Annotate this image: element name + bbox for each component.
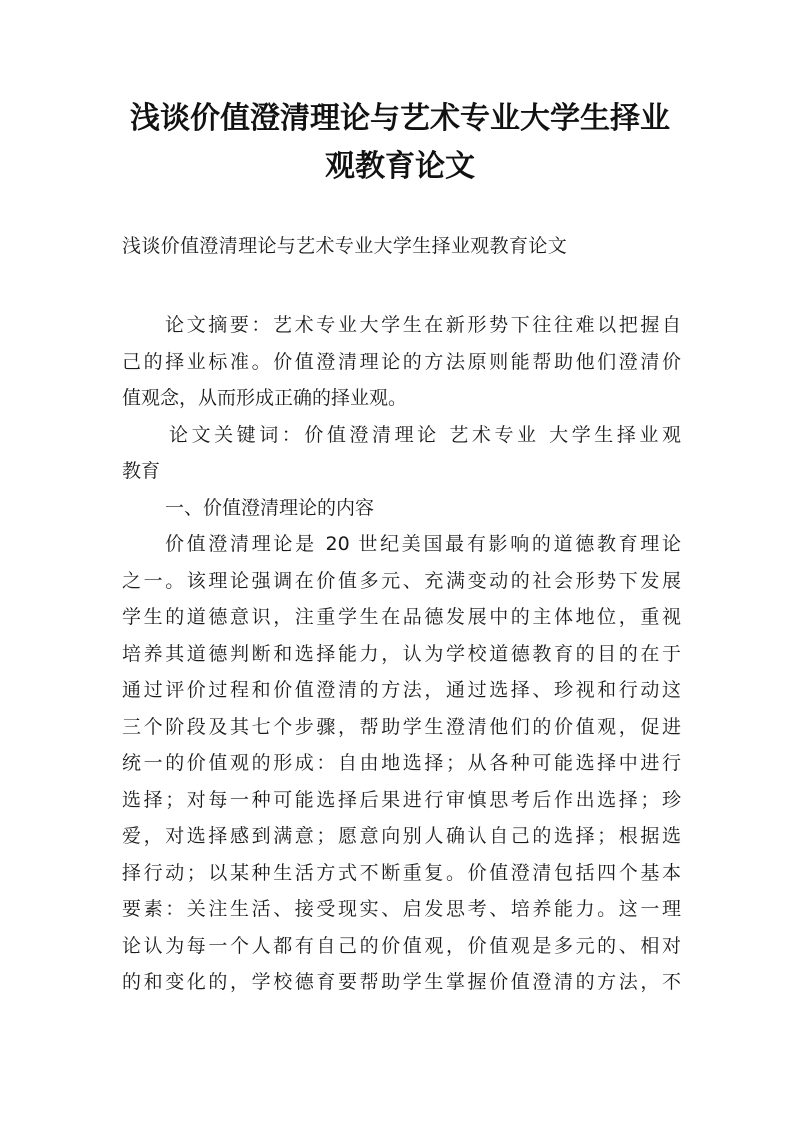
paragraph-line: 之一。该理论强调在价值多元、充满变动的社会形势下发展 <box>122 569 681 592</box>
paragraph-line: 爱，对选择感到满意；愿意向别人确认自己的选择；根据选 <box>122 825 681 847</box>
keywords-line: 论文关键词：价值澄清理论 艺术专业 大学生择业观 <box>169 423 681 446</box>
paragraph-line: 价值澄清理论是 20 世纪美国最有影响的道德教育理论 <box>165 533 681 555</box>
paragraph-line: 通过评价过程和价值澄清的方法，通过选择、珍视和行动这 <box>122 679 681 701</box>
paragraph-line: 选择；对每一种可能选择后果进行审慎思考后作出选择；珍 <box>122 788 681 811</box>
body-paragraph <box>122 526 681 1001</box>
document-title <box>120 95 680 191</box>
keywords-paragraph <box>122 417 681 490</box>
title-line: 浅谈价值澄清理论与艺术专业大学生择业 <box>130 101 670 136</box>
paragraph-line: 学生的道德意识，注重学生在品德发展中的主体地位，重视 <box>122 606 681 628</box>
paragraph-line: 论认为每一个人都有自己的价值观，价值观是多元的、相对 <box>122 934 681 957</box>
paragraph-line: 的和变化的，学校德育要帮助学生掌握价值澄清的方法，不 <box>122 971 681 993</box>
paragraph-line: 择行动；以某种生活方式不断重复。价值澄清包括四个基本 <box>122 861 681 884</box>
paragraph-line: 培养其道德判断和选择能力，认为学校道德教育的目的在于 <box>122 642 681 665</box>
paragraph-line: 三个阶段及其七个步骤，帮助学生澄清他们的价值观，促进 <box>122 715 681 738</box>
document-subtitle: 浅谈价值澄清理论与艺术专业大学生择业观教育论文 <box>122 235 568 257</box>
paragraph-line: 要素：关注生活、接受现实、启发思考、培养能力。这一理 <box>122 898 681 920</box>
abstract-line: 己的择业标准。价值澄清理论的方法原则能帮助他们澄清价 <box>122 350 681 373</box>
section-heading: 一、价值澄清理论的内容 <box>165 496 375 519</box>
title-line: 观教育论文 <box>325 149 475 184</box>
keywords-line: 教育 <box>122 460 161 482</box>
abstract-paragraph <box>122 307 681 417</box>
document-body <box>122 307 681 1001</box>
abstract-line: 论文摘要：艺术专业大学生在新形势下往往难以把握自 <box>165 314 681 336</box>
abstract-line: 值观念，从而形成正确的择业观。 <box>122 387 408 409</box>
paragraph-line: 统一的价值观的形成：自由地选择；从各种可能选择中进行 <box>122 752 681 774</box>
